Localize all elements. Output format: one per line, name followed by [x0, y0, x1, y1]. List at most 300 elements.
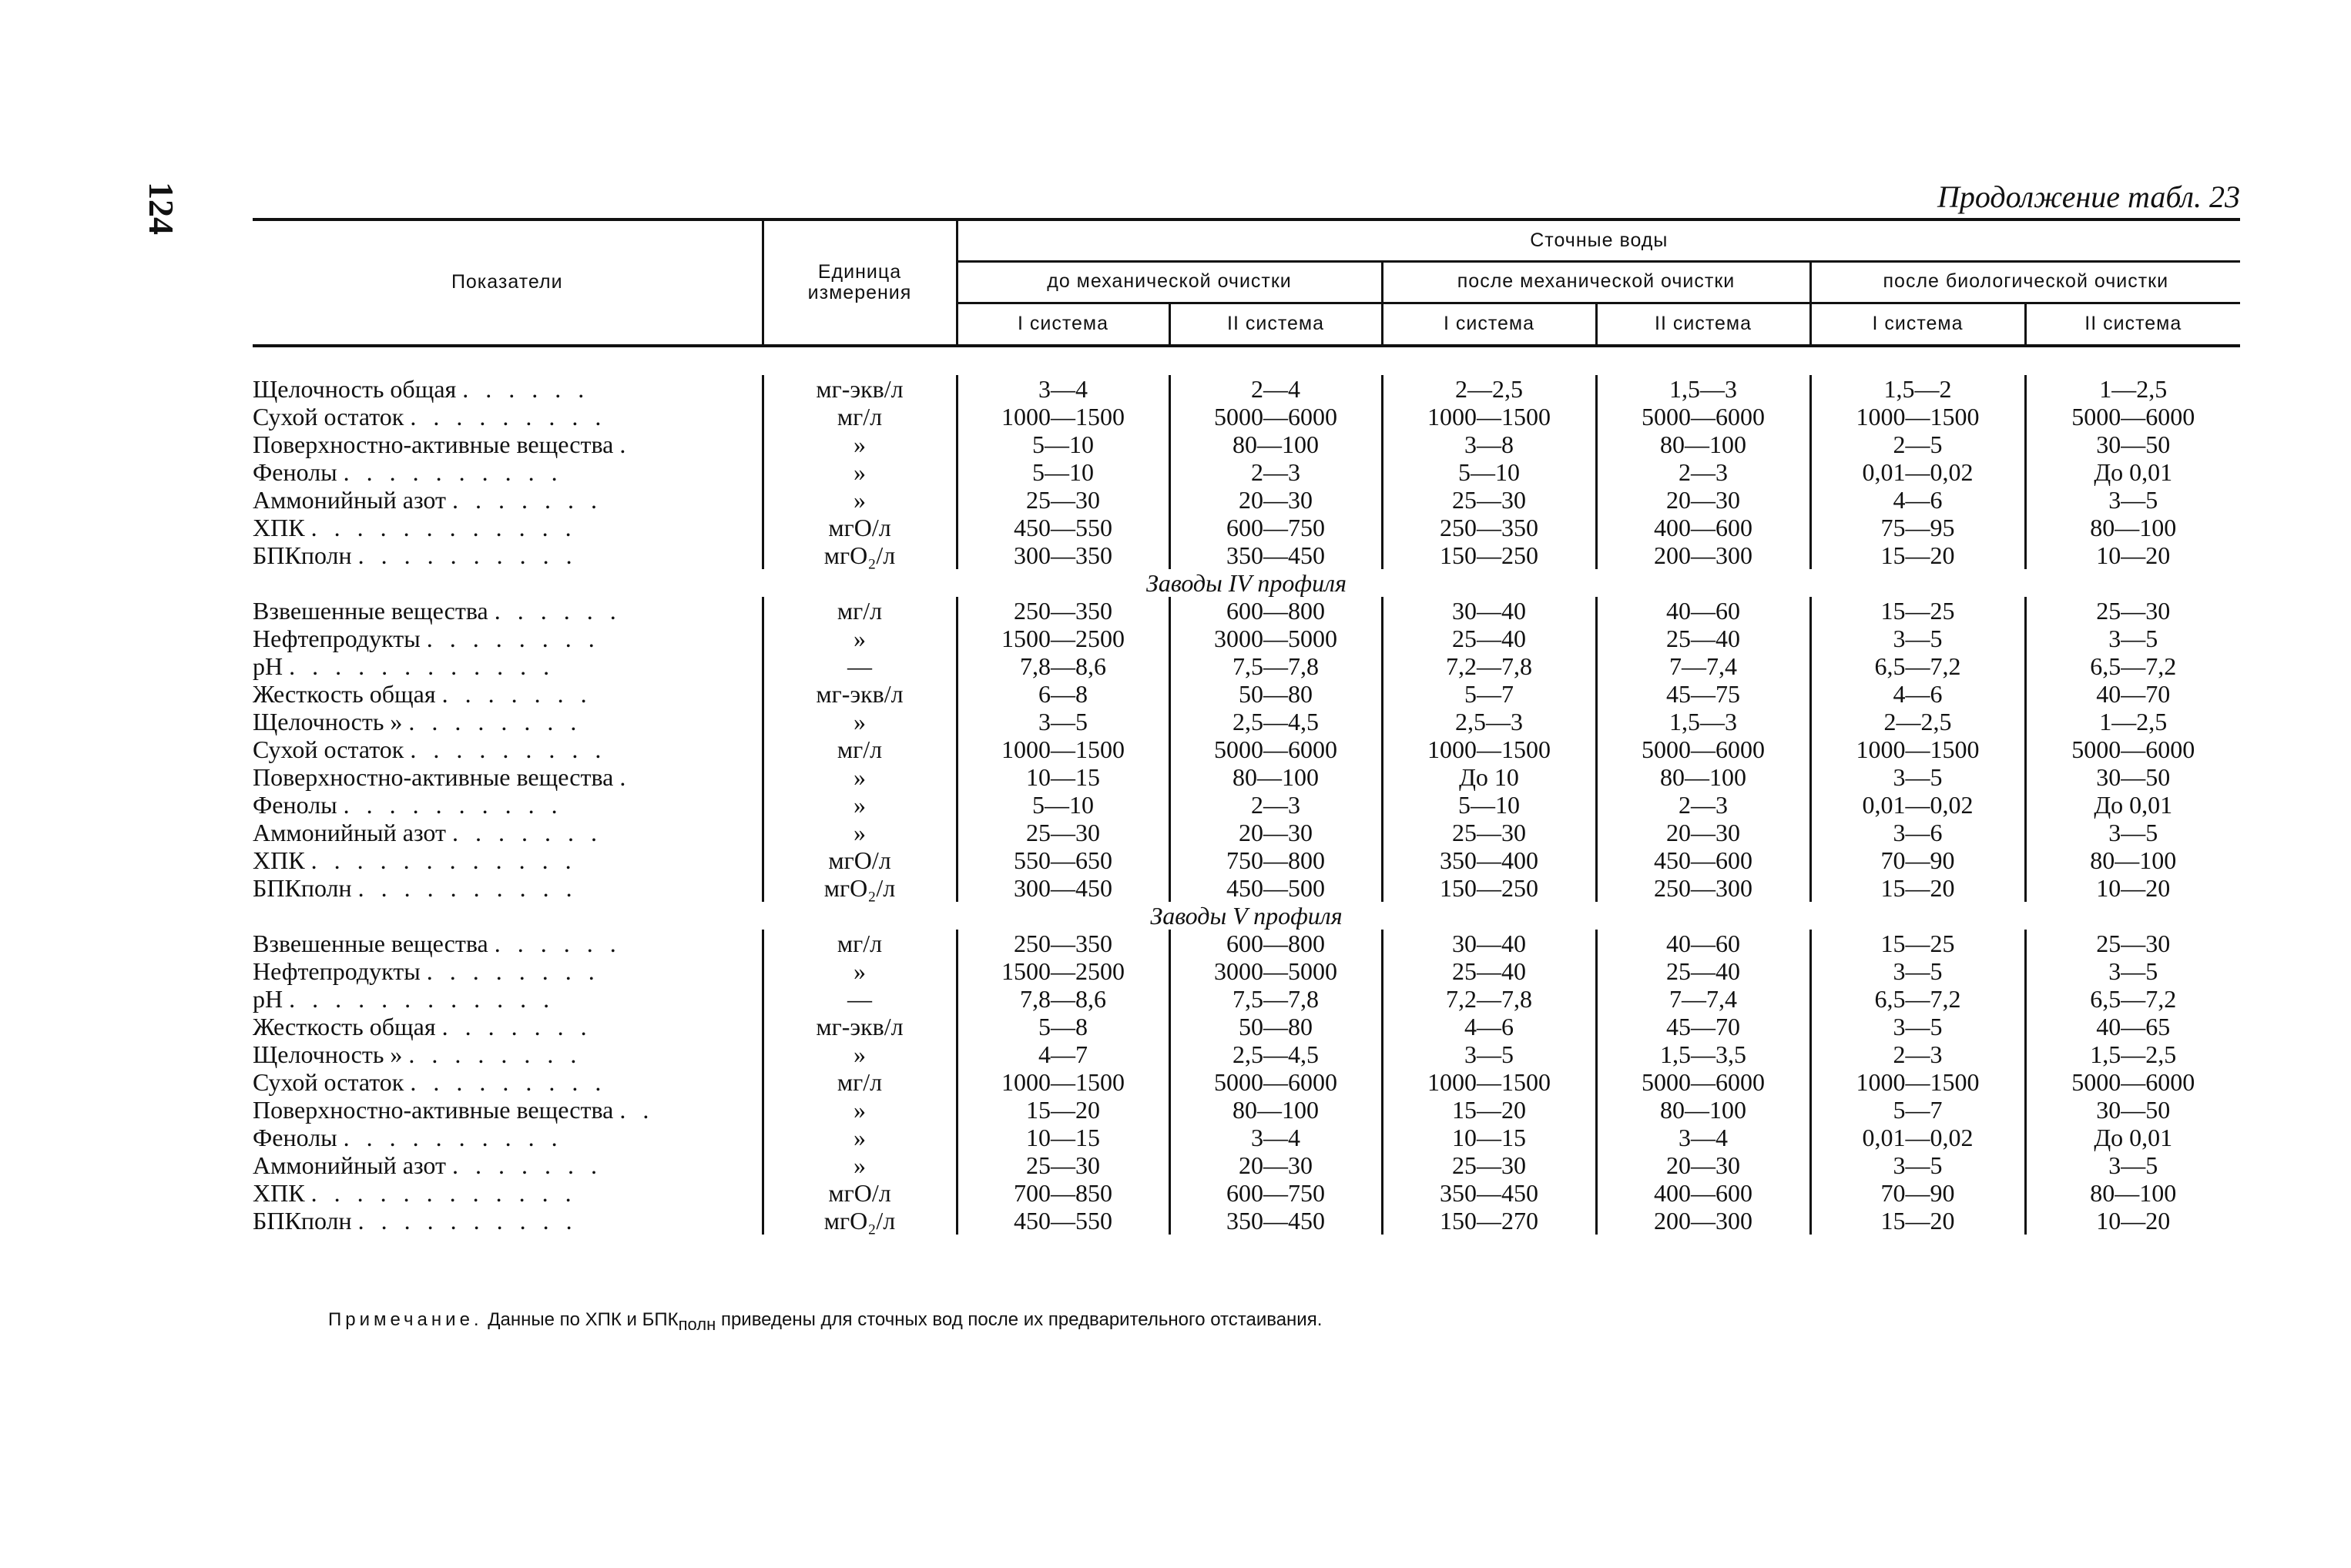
indicator-name: Сухой остаток — [253, 403, 404, 431]
value-cell: 0,01—0,02 — [1810, 458, 2025, 486]
value-cell: 600—800 — [1169, 930, 1382, 957]
header-system: II система — [2025, 303, 2240, 346]
value-cell: 10—20 — [2096, 1207, 2171, 1235]
value-cell: 10—20 — [2096, 541, 2171, 569]
value-cell: 25—40 — [1382, 625, 1596, 652]
indicator-cell — [253, 708, 763, 735]
indicator-cell — [253, 1068, 763, 1096]
value-cell: 40—70 — [2096, 680, 2171, 708]
indicator-cell — [253, 1040, 763, 1068]
unit-cell: — — [763, 652, 957, 680]
unit-cell: мгO₂/л — [763, 541, 957, 569]
table-row — [253, 930, 2240, 957]
value-cell: 3—4 — [957, 375, 1169, 403]
dot-leader: . . . . . . — [494, 597, 622, 625]
dot-leader: . . . . . . . . . . . . — [289, 652, 555, 680]
indicator-cell — [253, 819, 763, 846]
indicator-cell — [253, 1013, 763, 1040]
indicator-cell — [253, 763, 763, 791]
value-cell: До 0,01 — [2094, 458, 2173, 486]
value-cell: 250—300 — [1596, 874, 1810, 902]
header-group-after-mech: после механической очистки — [1382, 261, 1810, 303]
note-text-before: Данные по ХПК и БПК — [488, 1309, 679, 1330]
value-cell: 6,5—7,2 — [1810, 985, 2025, 1013]
table-row — [253, 541, 2240, 569]
value-cell: До 10 — [1382, 763, 1596, 791]
table-row — [253, 763, 2240, 791]
dot-leader: . . . . . . . — [441, 1013, 592, 1040]
value-cell: 1500—2500 — [957, 625, 1169, 652]
value-cell: 30—50 — [2096, 431, 2171, 458]
dot-leader: . . . . . . — [462, 375, 590, 403]
value-cell: 3—5 — [1382, 1040, 1596, 1068]
value-cell: 50—80 — [1169, 1013, 1382, 1040]
table-row — [253, 735, 2240, 763]
value-cell: 25—30 — [957, 486, 1169, 514]
value-cell: 30—40 — [1382, 930, 1596, 957]
indicator-name: Поверхностно-активные вещества — [253, 1096, 614, 1124]
table-row — [253, 1151, 2240, 1179]
value-cell: 3—5 — [2108, 486, 2158, 514]
table-row — [253, 1068, 2240, 1096]
value-cell: 1000—1500 — [1382, 735, 1596, 763]
table-row — [253, 431, 2240, 458]
indicator-name: БПКполн — [253, 1207, 352, 1235]
indicator-cell — [253, 791, 763, 819]
table-body — [253, 347, 2240, 1235]
indicator-name: Сухой остаток — [253, 1068, 404, 1096]
value-cell: 600—750 — [1169, 1179, 1382, 1207]
value-cell: 2—2,5 — [1382, 375, 1596, 403]
value-cell: 80—100 — [1596, 763, 1810, 791]
header-group-after-bio: после биологической очистки — [1810, 261, 2240, 303]
indicator-name: БПКполн — [253, 541, 352, 569]
value-cell: 5—8 — [957, 1013, 1169, 1040]
indicator-cell — [253, 486, 763, 514]
value-cell: 2,5—4,5 — [1169, 708, 1382, 735]
indicator-name: Взвешенные вещества — [253, 930, 488, 957]
value-cell: 40—60 — [1596, 597, 1810, 625]
unit-cell: мг/л — [763, 930, 957, 957]
value-cell: 15—25 — [1810, 930, 2025, 957]
value-cell: 2—3 — [1596, 458, 1810, 486]
table-row — [253, 874, 2240, 902]
value-cell: 6,5—7,2 — [2090, 985, 2177, 1013]
indicator-cell — [253, 375, 763, 403]
dot-leader: . . . . . . . . . . . . — [310, 514, 577, 541]
dot-leader: . . . . . . . . — [426, 957, 600, 985]
value-cell: 1—2,5 — [2099, 708, 2168, 735]
value-cell: 30—50 — [2096, 763, 2171, 791]
indicator-cell — [253, 846, 763, 874]
indicator-name: Жесткость общая — [253, 680, 436, 708]
table-row — [253, 791, 2240, 819]
table-row — [253, 1179, 2240, 1207]
value-cell: 25—30 — [957, 819, 1169, 846]
value-cell: 70—90 — [1810, 846, 2025, 874]
dot-leader: . . . . . . . — [451, 486, 602, 514]
table-row — [253, 652, 2240, 680]
unit-cell: мгО/л — [763, 846, 957, 874]
value-cell: 10—15 — [957, 763, 1169, 791]
dot-leader: . . . . . . . . — [408, 708, 582, 735]
indicator-name: Аммонийный азот — [253, 486, 446, 514]
value-cell: 5—10 — [957, 431, 1169, 458]
value-cell: 75—95 — [1810, 514, 2025, 541]
value-cell: 550—650 — [957, 846, 1169, 874]
value-cell: 10—15 — [1382, 1124, 1596, 1151]
value-cell: 300—450 — [957, 874, 1169, 902]
note-subscript: полн — [678, 1314, 716, 1334]
value-cell: 25—30 — [1382, 1151, 1596, 1179]
value-cell: 1000—1500 — [1382, 403, 1596, 431]
value-cell: 3000—5000 — [1169, 957, 1382, 985]
value-cell: 250—350 — [957, 930, 1169, 957]
unit-cell: мг/л — [763, 735, 957, 763]
indicator-cell — [253, 431, 763, 458]
value-cell: 1,5—3 — [1596, 708, 1810, 735]
indicator-name: Нефтепродукты — [253, 625, 421, 652]
value-cell: 0,01—0,02 — [1810, 1124, 2025, 1151]
unit-cell: » — [763, 763, 957, 791]
value-cell: 3—5 — [2108, 625, 2158, 652]
unit-cell: » — [763, 791, 957, 819]
indicator-cell — [253, 985, 763, 1013]
value-cell: 25—30 — [1382, 486, 1596, 514]
table-row — [253, 819, 2240, 846]
value-cell: 20—30 — [1596, 486, 1810, 514]
value-cell: 0,01—0,02 — [1810, 791, 2025, 819]
table-row — [253, 1096, 2240, 1124]
indicator-cell — [253, 458, 763, 486]
table-row — [253, 375, 2240, 403]
value-cell: 1,5—3 — [1596, 375, 1810, 403]
value-cell: 3—4 — [1169, 1124, 1382, 1151]
value-cell: 5—7 — [1382, 680, 1596, 708]
dot-leader: . . . . . . . . — [408, 1040, 582, 1068]
note-text-after: приведены для сточных вод после их предварительного отстаивания. — [720, 1309, 1323, 1330]
value-cell: 2—2,5 — [1810, 708, 2025, 735]
header-system: I система — [1382, 303, 1596, 346]
value-cell: 7,2—7,8 — [1382, 652, 1596, 680]
indicator-name: ХПК — [253, 846, 305, 874]
dot-leader: . . . . . . . . . — [410, 403, 607, 431]
value-cell: 20—30 — [1169, 486, 1382, 514]
value-cell: 45—70 — [1596, 1013, 1810, 1040]
table-header — [253, 221, 2240, 347]
value-cell: 30—40 — [1382, 597, 1596, 625]
value-cell: 5000—6000 — [1169, 1068, 1382, 1096]
value-cell: 25—30 — [1382, 819, 1596, 846]
value-cell: 50—80 — [1169, 680, 1382, 708]
dot-leader: . . . . . . . . . . — [357, 874, 578, 902]
value-cell: 3—6 — [1810, 819, 2025, 846]
table-row — [253, 1013, 2240, 1040]
value-cell: 3—5 — [2108, 1151, 2158, 1179]
value-cell: 1,5—3,5 — [1596, 1040, 1810, 1068]
value-cell: 25—40 — [1596, 625, 1810, 652]
header-system: II система — [1169, 303, 1382, 346]
section-title-row — [253, 569, 2240, 597]
value-cell: До 0,01 — [2094, 1124, 2173, 1151]
table-row — [253, 625, 2240, 652]
value-cell: 15—20 — [957, 1096, 1169, 1124]
value-cell: 15—25 — [1810, 597, 2025, 625]
indicator-name: Фенолы — [253, 458, 337, 486]
value-cell: 600—750 — [1169, 514, 1382, 541]
value-cell: 3—5 — [1810, 957, 2025, 985]
value-cell: 150—250 — [1382, 874, 1596, 902]
value-cell: 350—450 — [1169, 1207, 1382, 1235]
value-cell: 250—350 — [1382, 514, 1596, 541]
value-cell: 600—800 — [1169, 597, 1382, 625]
dot-leader: . . . . . . — [494, 930, 622, 957]
indicator-cell — [253, 1207, 763, 1235]
unit-cell: мг-экв/л — [763, 680, 957, 708]
value-cell: 30—50 — [2096, 1096, 2171, 1124]
value-cell: 5000—6000 — [1596, 403, 1810, 431]
value-cell: 80—100 — [1169, 1096, 1382, 1124]
value-cell: 15—20 — [1810, 541, 2025, 569]
dot-leader: . . . . . . . . . . . . — [310, 1179, 577, 1207]
value-cell: 40—65 — [2096, 1013, 2171, 1040]
indicator-cell — [253, 652, 763, 680]
indicator-cell — [253, 597, 763, 625]
table-row — [253, 985, 2240, 1013]
header-system: II система — [1596, 303, 1810, 346]
indicator-name: Щелочность общая — [253, 375, 457, 403]
section-gap — [253, 347, 2240, 375]
note-label: Примечание. — [328, 1309, 483, 1330]
value-cell: 80—100 — [1596, 1096, 1810, 1124]
value-cell: 4—6 — [1810, 486, 2025, 514]
value-cell: 7—7,4 — [1596, 985, 1810, 1013]
value-cell: 4—6 — [1382, 1013, 1596, 1040]
dot-leader: . . . . . . . . . . — [343, 1124, 563, 1151]
value-cell: 5—10 — [957, 458, 1169, 486]
value-cell: 450—550 — [957, 1207, 1169, 1235]
value-cell: 1,5—2,5 — [2090, 1040, 2177, 1068]
table-row — [253, 957, 2240, 985]
header-group-before-mech: до механической очистки — [957, 261, 1382, 303]
value-cell: 1000—1500 — [1810, 403, 2025, 431]
table-caption: Продолжение табл. 23 — [1937, 179, 2240, 214]
value-cell: 1500—2500 — [957, 957, 1169, 985]
value-cell: 350—450 — [1382, 1179, 1596, 1207]
indicator-name: Жесткость общая — [253, 1013, 436, 1040]
unit-cell: мг/л — [763, 597, 957, 625]
value-cell: 2,5—3 — [1382, 708, 1596, 735]
dot-leader: . . . . . . . — [451, 819, 602, 846]
value-cell: 250—350 — [957, 597, 1169, 625]
value-cell: 4—6 — [1810, 680, 2025, 708]
table-row — [253, 458, 2240, 486]
header-indicator: Показатели — [253, 221, 763, 346]
value-cell: 7,8—8,6 — [957, 652, 1169, 680]
value-cell: 200—300 — [1596, 541, 1810, 569]
value-cell: 6,5—7,2 — [2090, 652, 2177, 680]
value-cell: 2,5—4,5 — [1169, 1040, 1382, 1068]
dot-leader: . . . . . . . . . — [410, 735, 607, 763]
dot-leader: . — [619, 431, 632, 458]
value-cell: 1000—1500 — [1810, 1068, 2025, 1096]
value-cell: 7,2—7,8 — [1382, 985, 1596, 1013]
unit-cell: мг/л — [763, 1068, 957, 1096]
dot-leader: . . . . . . . . . — [410, 1068, 607, 1096]
value-cell: 450—500 — [1169, 874, 1382, 902]
unit-cell: » — [763, 486, 957, 514]
value-cell: 750—800 — [1169, 846, 1382, 874]
value-cell: 80—100 — [1169, 431, 1382, 458]
value-cell: 2—5 — [1810, 431, 2025, 458]
table-row — [253, 680, 2240, 708]
indicator-cell — [253, 680, 763, 708]
value-cell: 7—7,4 — [1596, 652, 1810, 680]
value-cell: 1000—1500 — [957, 735, 1169, 763]
table-row — [253, 708, 2240, 735]
value-cell: 3—5 — [1810, 763, 2025, 791]
indicator-name: Взвешенные вещества — [253, 597, 488, 625]
value-cell: 2—3 — [1169, 791, 1382, 819]
section-title: Заводы IV профиля — [1146, 569, 1347, 597]
header-wastewater: Сточные воды — [957, 221, 2240, 261]
dot-leader: . . . . . . . . . . — [357, 541, 578, 569]
table-row — [253, 1207, 2240, 1235]
value-cell: 45—75 — [1596, 680, 1810, 708]
unit-cell: » — [763, 819, 957, 846]
unit-cell: » — [763, 957, 957, 985]
value-cell: 1000—1500 — [1810, 735, 2025, 763]
value-cell: 450—600 — [1596, 846, 1810, 874]
unit-cell: мгО/л — [763, 1179, 957, 1207]
dot-leader: . — [619, 763, 632, 791]
value-cell: 150—270 — [1382, 1207, 1596, 1235]
indicator-cell — [253, 541, 763, 569]
value-cell: 20—30 — [1169, 819, 1382, 846]
indicator-name: Аммонийный азот — [253, 1151, 446, 1179]
value-cell: 400—600 — [1596, 514, 1810, 541]
dot-leader: . . . . . . . . . . . . — [310, 846, 577, 874]
value-cell: 2—4 — [1169, 375, 1382, 403]
unit-cell: » — [763, 708, 957, 735]
value-cell: 3—5 — [2108, 819, 2158, 846]
unit-cell: » — [763, 1040, 957, 1068]
indicator-cell — [253, 403, 763, 431]
indicator-cell — [253, 874, 763, 902]
value-cell: 3—5 — [957, 708, 1169, 735]
value-cell: 5—10 — [1382, 791, 1596, 819]
unit-cell: » — [763, 1096, 957, 1124]
value-cell: 40—60 — [1596, 930, 1810, 957]
header-system: I система — [1810, 303, 2025, 346]
indicator-name: Аммонийный азот — [253, 819, 446, 846]
value-cell: 2—3 — [1596, 791, 1810, 819]
dot-leader: . . . . . . . . — [426, 625, 600, 652]
indicator-cell — [253, 735, 763, 763]
value-cell: 15—20 — [1382, 1096, 1596, 1124]
value-cell: 5—10 — [1382, 458, 1596, 486]
value-cell: 350—400 — [1382, 846, 1596, 874]
value-cell: 1000—1500 — [957, 1068, 1169, 1096]
value-cell: 15—20 — [1810, 1207, 2025, 1235]
value-cell: 6,5—7,2 — [1810, 652, 2025, 680]
value-cell: 150—250 — [1382, 541, 1596, 569]
unit-cell: мгО/л — [763, 514, 957, 541]
value-cell: 70—90 — [1810, 1179, 2025, 1207]
dot-leader: . . — [619, 1096, 655, 1124]
indicator-cell — [253, 514, 763, 541]
value-cell: 1,5—2 — [1810, 375, 2025, 403]
value-cell: 5—7 — [1810, 1096, 2025, 1124]
indicator-name: Поверхностно-активные вещества — [253, 763, 614, 791]
value-cell: 3—5 — [1810, 1151, 2025, 1179]
table-row — [253, 1040, 2240, 1068]
header-system: I система — [957, 303, 1169, 346]
value-cell: 5000—6000 — [1169, 735, 1382, 763]
indicator-cell — [253, 930, 763, 957]
data-table — [253, 218, 2240, 1235]
table-row — [253, 846, 2240, 874]
indicator-name: Поверхностно-активные вещества — [253, 431, 614, 458]
value-cell: 25—40 — [1596, 957, 1810, 985]
value-cell: 1000—1500 — [957, 403, 1169, 431]
table-row — [253, 403, 2240, 431]
indicator-name: Фенолы — [253, 791, 337, 819]
table-note — [328, 1309, 1322, 1335]
unit-cell: мг/л — [763, 403, 957, 431]
value-cell: 6—8 — [957, 680, 1169, 708]
indicator-name: Сухой остаток — [253, 735, 404, 763]
value-cell: 450—550 — [957, 514, 1169, 541]
indicator-cell — [253, 1124, 763, 1151]
value-cell: 10—15 — [957, 1124, 1169, 1151]
unit-cell: » — [763, 1151, 957, 1179]
value-cell: До 0,01 — [2094, 791, 2173, 819]
value-cell: 80—100 — [2090, 1179, 2177, 1207]
unit-cell: » — [763, 1124, 957, 1151]
dot-leader: . . . . . . . . . . — [357, 1207, 578, 1235]
indicator-name: Щелочность » — [253, 708, 403, 735]
value-cell: 80—100 — [1169, 763, 1382, 791]
value-cell: 200—300 — [1596, 1207, 1810, 1235]
indicator-name: Нефтепродукты — [253, 957, 421, 985]
value-cell: 20—30 — [1596, 1151, 1810, 1179]
section-title-row — [253, 902, 2240, 930]
value-cell: 7,5—7,8 — [1169, 652, 1382, 680]
value-cell: 80—100 — [2090, 846, 2177, 874]
value-cell: 5000—6000 — [1169, 403, 1382, 431]
indicator-cell — [253, 957, 763, 985]
indicator-cell — [253, 1179, 763, 1207]
page-number: 124 — [142, 182, 181, 235]
section-title: Заводы V профиля — [1150, 902, 1343, 930]
indicator-name: ХПК — [253, 514, 305, 541]
value-cell: 7,8—8,6 — [957, 985, 1169, 1013]
unit-cell: — — [763, 985, 957, 1013]
indicator-cell — [253, 1096, 763, 1124]
dot-leader: . . . . . . . . . . . . — [289, 985, 555, 1013]
value-cell: 2—3 — [1810, 1040, 2025, 1068]
value-cell: 700—850 — [957, 1179, 1169, 1207]
indicator-name: рН — [253, 985, 283, 1013]
value-cell: 5000—6000 — [2071, 1068, 2195, 1096]
value-cell: 5000—6000 — [1596, 735, 1810, 763]
indicator-name: Щелочность » — [253, 1040, 403, 1068]
value-cell: 5—10 — [957, 791, 1169, 819]
value-cell: 1—2,5 — [2099, 375, 2168, 403]
unit-cell: » — [763, 431, 957, 458]
value-cell: 4—7 — [957, 1040, 1169, 1068]
